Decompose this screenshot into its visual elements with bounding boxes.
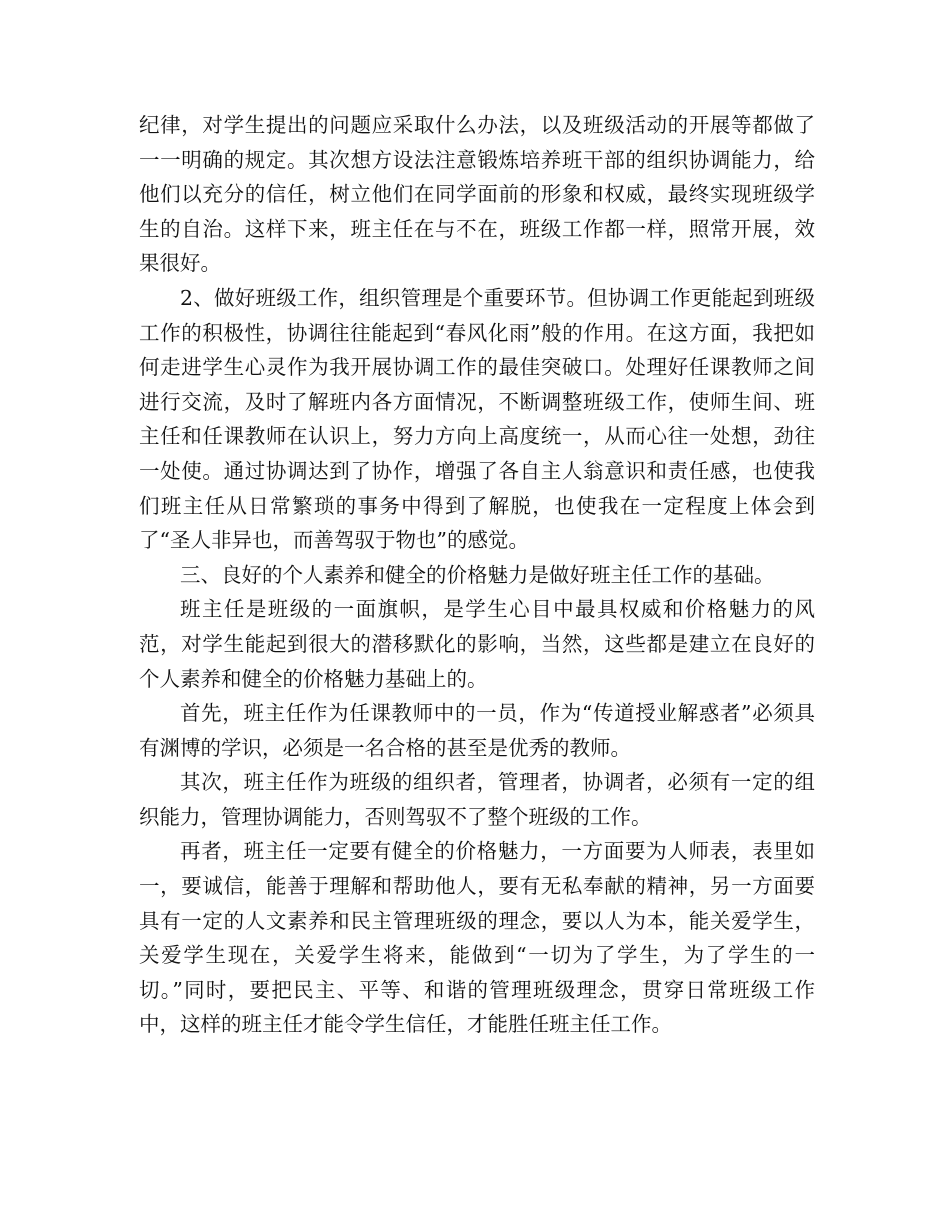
paragraph-7: 再者，班主任一定要有健全的价格魅力，一方面要为人师表，表里如一，要诚信，能善于理解和帮助他人，要有无私奉献的精神，另一方面要具有一定的人文素养和民主管理班级的理念，要以人为本，能关爱学生，关爱学生现在，关爱学生将来，能做到“一切为了学生，为了学生的一切。”同时，要把民主、平等、和谐的管理班级理念，贯穿日常班级工作中，这样的班主任才能令学生信任，才能胜任班主任工作。 xyxy=(139,839,815,1037)
paragraph-4: 班主任是班级的一面旗帜，是学生心目中最具权威和价格魅力的风范，对学生能起到很大的潜移默化的影响，当然，这些都是建立在良好的个人素养和健全的价格魅力基础上的。 xyxy=(139,597,815,691)
paragraph-6: 其次，班主任作为班级的组织者，管理者，协调者，必须有一定的组织能力，管理协调能力，否则驾驭不了整个班级的工作。 xyxy=(139,770,815,829)
section-heading-3: 三、良好的个人素养和健全的价格魅力是做好班主任工作的基础。 xyxy=(180,562,775,587)
paragraph-1: 纪律，对学生提出的问题应采取什么办法，以及班级活动的开展等都做了一一明确的规定。其次想方设法注意锻炼培养班干部的组织协调能力，给他们以充分的信任，树立他们在同学面前的形象和权威，最终实现班级学生的自治。这样下来，班主任在与不在，班级工作都一样，照常开展，效果很好。 xyxy=(139,113,815,276)
paragraph-5: 首先，班主任作为任课教师中的一员，作为“传道授业解惑者”必须具有渊博的学识，必须是一名合格的甚至是优秀的教师。 xyxy=(139,701,815,760)
document-body xyxy=(139,108,815,1042)
paragraph-2: 2、做好班级工作，组织管理是个重要环节。但协调工作更能起到班级工作的积极性，协调往往能起到“春风化雨”般的作用。在这方面，我把如何走进学生心灵作为我开展协调工作的最佳突破口。处理好任课教师之间进行交流，及时了解班内各方面情况，不断调整班级工作，使师生间、班主任和任课教师在认识上，努力方向上高度统一，从而心往一处想，劲往一处使。通过协调达到了协作，增强了各自主人翁意识和责任感，也使我们班主任从日常繁琐的事务中得到了解脱，也使我在一定程度上体会到了“圣人非异也，而善驾驭于物也”的感觉。 xyxy=(139,285,815,553)
